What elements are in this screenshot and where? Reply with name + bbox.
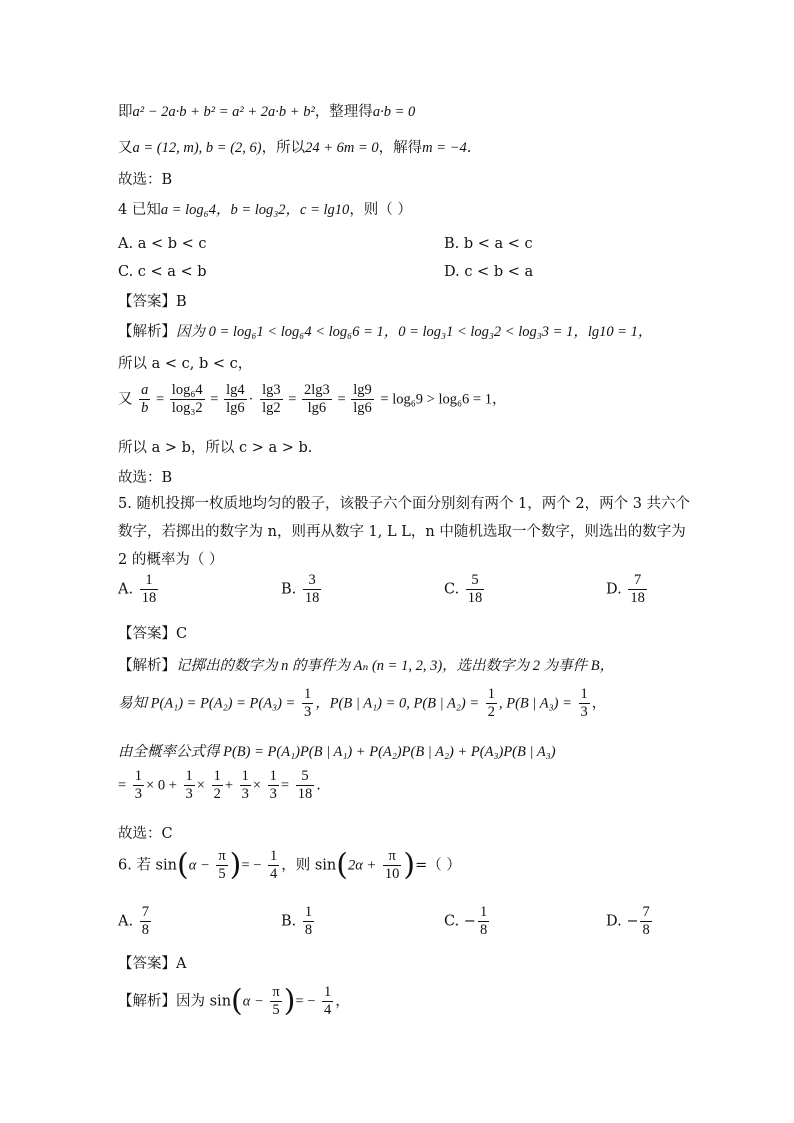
math-expression: a = log₆4，b = log₃2，c = lg10 [160,202,350,218]
solution-line-solve-m [118,136,471,157]
solution-line [118,740,556,761]
question-5-stem: 2 的概率为（ ） [118,552,224,568]
solution-line: 【解析】因为 sin(α − $\frac{\pi}{5}$ )= − $\frac{1}{4}$ ， [118,983,350,1019]
math-expression: = log₆9 > log₆6 = 1， [380,391,507,408]
question-5-stem: 数字，若掷出的数字为 n，则再从数字 1, L L，n 中随机选取一个数字，则选出的数字为 [118,524,686,540]
text: . [466,140,472,156]
choice-line: 故选：B [118,470,173,486]
option-b: B. $\frac{1}{8}$ [281,904,313,938]
option-d: D. − $\frac{7}{8}$ [606,904,650,938]
choice-line: 故选：C [118,826,173,842]
text: 又 [118,140,133,156]
fraction: $\frac{\lg 9}{\lg 6}$ [353,382,372,416]
answer-label: 【答案】B [118,294,187,310]
solution-line [118,654,614,675]
question-6-stem: 6. 若 sin(α − $\frac{\pi}{5}$ )= − $\frac{1}{4}$ ，则 sin(2α + $\frac{\pi}{10}$ )=（ ） [118,847,461,883]
solution-line: 所以 a < c, b < c， [118,356,253,372]
math-expression: a² − 2a·b + b² = a² + 2a·b + b² [132,104,315,120]
text: ，解得 [378,140,423,156]
math-expression: 由全概率公式得 P(B) = P(A₁)P(B | A₁) + P(A₂)P(B | A₂) + P(A₃)P(B | A₃) [118,744,556,760]
option-a: A. a < b < c [118,236,207,252]
solution-fraction-line: = $\frac{1}{3}$ × 0 + $\frac{1}{3}$ × $\frac{1}{2}$ + $\frac{1}{3}$ × $\frac{1}{3}$ = $\frac{5}{18}$ . [118,768,321,802]
fraction: $\frac{\lg 3}{\lg 2}$ [262,382,281,416]
math-expression: 24 + 6m = 0 [305,140,379,156]
question-4-stem [118,198,412,219]
option-b: B. $\frac{3}{18}$ [281,572,320,606]
solution-line: 所以 a > b，所以 c > a > b. [118,440,313,456]
fraction: $\frac{2\lg 3}{\lg 6}$ [304,382,330,416]
answer-label: 【答案】A [118,956,187,972]
text: ，整理得 [314,104,373,120]
solution-label: 【解析】 [118,993,176,1010]
math-expression: 记掷出的数字为 n 的事件为 Aₙ (n = 1, 2, 3)，选出数字为 2 为事件 B， [176,658,615,674]
option-a: A. $\frac{1}{18}$ [118,572,157,606]
solution-fraction-line: 又 $\frac{a}{b}$ = $\frac{\text{log₆4}}{\text{log₃2}}$ = $\frac{\lg 4}{\lg 6}$ · $\frac{\lg 3}{\lg 2}$ = $\frac{2\lg 3}{\lg 6}$ = $\frac{\lg 9}{\lg 6}$ = log₆9 > log₆6 = 1， [118,382,507,416]
math-expression: a·b = 0 [372,104,416,120]
option-d: D. $\frac{7}{18}$ [606,572,645,606]
question-5-stem: 5. 随机投掷一枚质地均匀的骰子，该骰子六个面分别刻有两个 1，两个 2，两个 3 共六个 [118,496,691,512]
solution-line-vector-equation [118,100,415,121]
fraction: $\frac{\lg 4}{\lg 6}$ [226,382,245,416]
text: ，则（ ） [349,202,412,218]
math-expression: 因为 0 = log₆1 < log₆4 < log₆6 = 1，0 = log₃1 < log₃2 < log₃3 = 1，lg10 = 1， [176,324,653,340]
option-c: C. c < a < b [118,264,207,280]
question-number: 4 已知 [118,202,161,218]
text: 又 [118,391,133,408]
text: ，所以 [261,140,306,156]
option-c: C. − $\frac{1}{8}$ [444,904,488,938]
fraction: $\frac{a}{b}$ [141,382,149,416]
fraction: $\frac{\text{log₆4}}{\text{log₃2}}$ [171,382,203,416]
math-expression: m = −4 [422,140,467,156]
option-b: B. b < a < c [444,236,533,252]
option-c: C. $\frac{5}{18}$ [444,572,483,606]
choice-line: 故选：B [118,172,173,188]
solution-line [118,320,652,341]
option-a: A. $\frac{7}{8}$ [118,904,149,938]
solution-label: 【解析】 [118,324,176,340]
option-d: D. c < b < a [444,264,534,280]
solution-fraction-line: 易知 P(A₁) = P(A₂) = P(A₃) = $\frac{1}{3}$ ，P(B | A₁) = 0, P(B | A₂) = $\frac{1}{2}$ , P(B | A₃) = $\frac{1}{3}$ ， [118,686,607,720]
solution-label: 【解析】 [118,658,176,674]
math-expression: a = (12, m), b = (2, 6) [132,140,262,156]
answer-label: 【答案】C [118,626,188,642]
text: 即 [118,104,133,120]
